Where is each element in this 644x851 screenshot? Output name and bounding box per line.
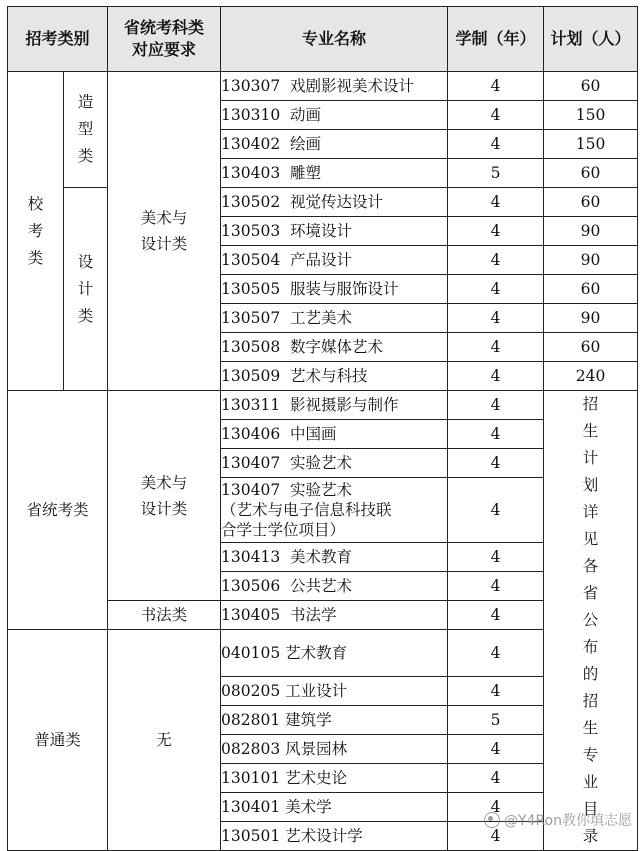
category-general: 普通类 — [8, 630, 108, 851]
duration-value: 4 — [448, 543, 544, 572]
duration-value: 4 — [448, 333, 544, 362]
duration-value: 4 — [448, 188, 544, 217]
table-row — [8, 72, 638, 101]
table-row — [8, 391, 638, 420]
header-category: 招考类别 — [8, 7, 108, 72]
requirement-art-design-2: 美术与 设计类 — [108, 391, 221, 601]
plan-value: 150 — [544, 101, 638, 130]
duration-value: 5 — [448, 159, 544, 188]
major-name: 130505 服装与服饰设计 — [221, 275, 448, 304]
plan-value: 90 — [544, 217, 638, 246]
header-plan: 计划（人） — [544, 7, 638, 72]
major-name: 130507 工艺美术 — [221, 304, 448, 333]
duration-value: 4 — [448, 304, 544, 333]
major-name: 082803 风景园林 — [221, 735, 448, 764]
subcategory-modeling: 造型类 — [64, 72, 108, 188]
plan-value: 90 — [544, 246, 638, 275]
duration-value: 4 — [448, 101, 544, 130]
duration-value: 4 — [448, 822, 544, 851]
major-name: 130311 影视摄影与制作 — [221, 391, 448, 420]
major-name: 130307 戏剧影视美术设计 — [221, 72, 448, 101]
duration-value: 4 — [448, 630, 544, 677]
major-name: 130504 产品设计 — [221, 246, 448, 275]
category-school-exam: 校考类 — [8, 72, 64, 391]
header-major: 专业名称 — [221, 7, 448, 72]
plan-value: 90 — [544, 304, 638, 333]
duration-value: 4 — [448, 275, 544, 304]
subcategory-design: 设计类 — [64, 188, 108, 391]
major-name: 130101 艺术史论 — [221, 764, 448, 793]
major-name: 080205 工业设计 — [221, 677, 448, 706]
duration-value: 4 — [448, 391, 544, 420]
major-name: 040105 艺术教育 — [221, 630, 448, 677]
duration-value: 4 — [448, 420, 544, 449]
weibo-logo-icon — [484, 812, 500, 828]
requirement-none: 无 — [108, 630, 221, 851]
plan-value: 60 — [544, 159, 638, 188]
major-name: 130506 公共艺术 — [221, 572, 448, 601]
major-name: 130502 视觉传达设计 — [221, 188, 448, 217]
major-name: 130407 实验艺术 （艺术与电子信息科技联 合学士学位项目） — [221, 478, 448, 543]
major-name: 130503 环境设计 — [221, 217, 448, 246]
duration-value: 4 — [448, 735, 544, 764]
plan-value: 150 — [544, 130, 638, 159]
major-name: 130402 绘画 — [221, 130, 448, 159]
requirement-calligraphy: 书法类 — [108, 601, 221, 630]
major-name: 130407 实验艺术 — [221, 449, 448, 478]
duration-value: 4 — [448, 764, 544, 793]
duration-value: 4 — [448, 478, 544, 543]
duration-value: 4 — [448, 601, 544, 630]
duration-value: 4 — [448, 362, 544, 391]
duration-value: 4 — [448, 72, 544, 101]
major-name: 130406 中国画 — [221, 420, 448, 449]
duration-value: 4 — [448, 793, 544, 822]
major-name: 130310 动画 — [221, 101, 448, 130]
duration-value: 4 — [448, 677, 544, 706]
major-name: 130405 书法学 — [221, 601, 448, 630]
plan-value: 60 — [544, 275, 638, 304]
plan-value: 60 — [544, 333, 638, 362]
major-name: 130508 数字媒体艺术 — [221, 333, 448, 362]
duration-value: 4 — [448, 449, 544, 478]
duration-value: 4 — [448, 246, 544, 275]
category-provincial-exam: 省统考类 — [8, 391, 108, 630]
duration-value: 4 — [448, 572, 544, 601]
header-duration: 学制（年） — [448, 7, 544, 72]
major-name: 130501 艺术设计学 — [221, 822, 448, 851]
watermark-text: @Y4Ron教你填志愿 — [504, 813, 632, 829]
major-name: 130509 艺术与科技 — [221, 362, 448, 391]
duration-value: 4 — [448, 130, 544, 159]
major-name: 130401 美术学 — [221, 793, 448, 822]
duration-value: 5 — [448, 706, 544, 735]
major-name: 082801 建筑学 — [221, 706, 448, 735]
header-requirement: 省统考科类 对应要求 — [108, 7, 221, 72]
plan-value: 60 — [544, 72, 638, 101]
header-row — [8, 7, 638, 72]
watermark — [484, 810, 632, 830]
plan-value: 60 — [544, 188, 638, 217]
admissions-table — [7, 6, 638, 851]
plan-note: 招生计划详见各省公布的招生专业目录 — [544, 391, 638, 851]
table-row — [8, 188, 638, 217]
plan-value: 240 — [544, 362, 638, 391]
major-name: 130413 美术教育 — [221, 543, 448, 572]
major-name: 130403 雕塑 — [221, 159, 448, 188]
requirement-art-design: 美术与 设计类 — [108, 72, 221, 391]
table-row — [8, 630, 638, 677]
duration-value: 4 — [448, 217, 544, 246]
